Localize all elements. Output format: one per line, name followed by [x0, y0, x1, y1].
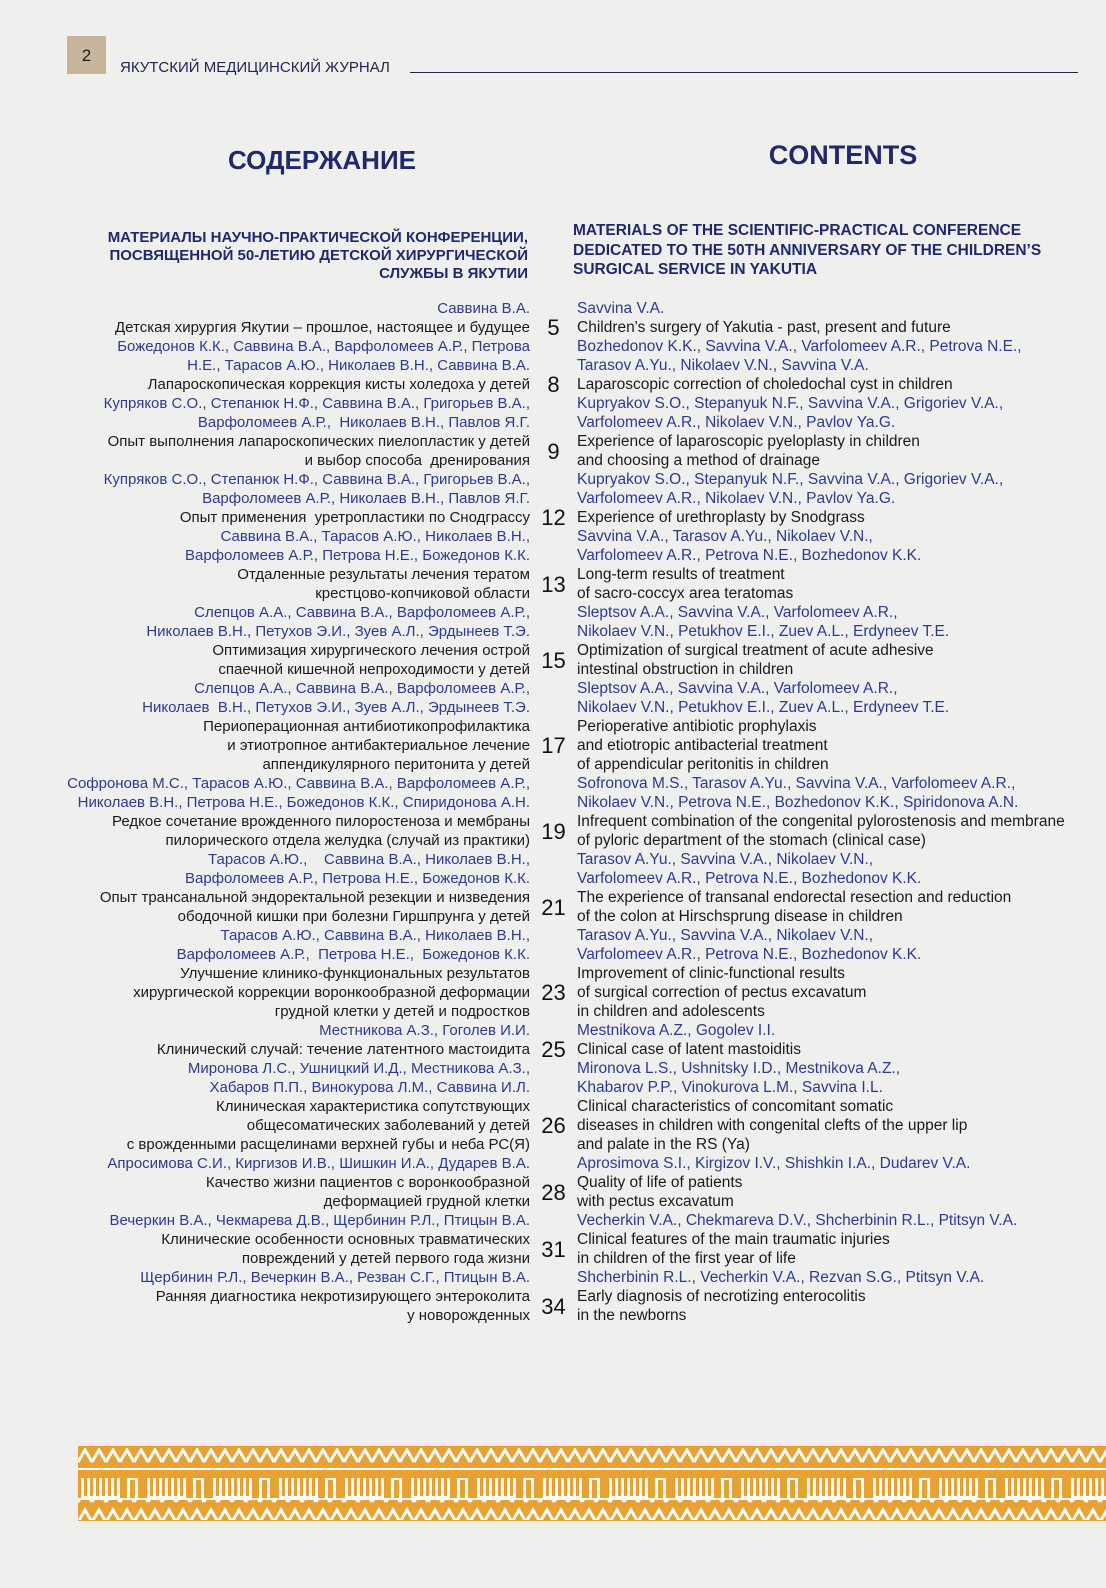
page-number: 5: [547, 315, 560, 340]
authors-ru: Щербинин Р.Л., Вечеркин В.А., Резван С.Г., Птицын В.А.: [140, 1269, 530, 1286]
title-en: Clinical features of the main traumatic injuries in children of the first year of life: [577, 1231, 890, 1267]
title-en: Children's surgery of Yakutia - past, present and future: [577, 319, 951, 336]
title-en: Experience of laparoscopic pyeloplasty in children and choosing a method of drainage: [577, 433, 920, 469]
title-en: Clinical characteristics of concomitant somatic diseases in children with congenital clefts of the upper lip and palate in the RS (Ya): [577, 1098, 968, 1153]
page-number: 15: [541, 647, 566, 673]
authors-ru: Миронова Л.С., Ушницкий И.Д., Местникова А.З., Хабаров П.П., Винокурова Л.М., Саввина И.Л.: [187, 1060, 530, 1096]
title-en: Infrequent combination of the congenital pylorostenosis and membrane of pyloric department of the stomach (clinical case): [577, 813, 1065, 849]
title-ru: Клинические особенности основных травматических повреждений у детей первого года жизни: [161, 1231, 530, 1267]
authors-ru: Купряков С.О., Степанюк Н.Ф., Саввина В.А., Григорьев В.А., Варфоломеев А.Р., Николаев В.Н., Павлов Я.Г.: [103, 471, 530, 507]
toc-entry: [0, 850, 1100, 926]
authors-en: Tarasov A.Yu., Savvina V.A., Nikolaev V.N., Varfolomeev A.R., Petrova N.E., Bozhedonov K.K.: [577, 851, 922, 887]
title-ru: Лапароскопическая коррекция кисты холедоха у детей: [147, 376, 530, 393]
page-number: 13: [541, 571, 566, 597]
page-number: 8: [547, 372, 560, 397]
authors-ru: Местникова А.З., Гоголев И.И.: [319, 1022, 530, 1039]
authors-en: Kupryakov S.O., Stepanyuk N.F., Savvina V.A., Grigoriev V.A., Varfolomeev A.R., Nikolaev V.N., Pavlov Ya.G.: [577, 471, 1004, 507]
contents-heading-ru: СОДЕРЖАНИЕ: [228, 145, 416, 175]
title-ru: Опыт применения уретропластики по Снодграссу: [179, 509, 530, 526]
authors-en: Vecherkin V.A., Chekmareva D.V., Shcherbinin R.L., Ptitsyn V.A.: [577, 1212, 1018, 1229]
ornament-bars: [78, 1470, 1106, 1498]
ornament-zigzag-top: [78, 1448, 1106, 1468]
authors-ru: Тарасов А.Ю., Саввина В.А., Николаев В.Н., Варфоломеев А.Р., Петрова Н.Е., Божедонов К.К.: [184, 851, 530, 887]
toc-entry: [0, 926, 1100, 1021]
toc-entry: [0, 1154, 1100, 1211]
toc-entry: [0, 299, 1100, 340]
toc-entry: [0, 394, 1100, 470]
title-ru: Отдаленные результаты лечения тератом крестцово-копчиковой области: [237, 566, 530, 602]
authors-ru: Слепцов А.А., Саввина В.А., Варфоломеев А.Р., Николаев В.Н., Петухов Э.И., Зуев А.Л., Эрдынеев Т.Э.: [146, 604, 530, 640]
authors-en: Sleptsov A.A., Savvina V.A., Varfolomeev A.R., Nikolaev V.N., Petukhov E.I., Zuev A.L., Erdyneev T.E.: [577, 604, 950, 640]
authors-en: Shcherbinin R.L., Vecherkin V.A., Rezvan S.G., Ptitsyn V.A.: [577, 1269, 985, 1286]
authors-en: Sofronova M.S., Tarasov A.Yu., Savvina V.A., Varfolomeev A.R., Nikolaev V.N., Petrova N.E., Bozhedonov K.K., Spiridonova A.N.: [577, 775, 1019, 811]
authors-en: Savvina V.A., Tarasov A.Yu., Nikolaev V.N., Varfolomeev A.R., Petrova N.E., Bozhedonov K.K.: [577, 528, 922, 564]
journal-title: ЯКУТСКИЙ МЕДИЦИНСКИЙ ЖУРНАЛ: [120, 59, 390, 76]
toc-entry: [0, 527, 1100, 603]
title-ru: Опыт трансанальной эндоректальной резекции и низведения ободочной кишки при болезни Гиршпрунга у детей: [99, 889, 530, 925]
page-number: 26: [541, 1113, 566, 1138]
title-en: The experience of transanal endorectal resection and reduction of the colon at Hirschsprung disease in children: [577, 889, 1012, 925]
title-ru: Детская хирургия Якутии – прошлое, настоящее и будущее: [115, 319, 530, 336]
toc-entry: [0, 679, 1100, 774]
ornament-zigzag-bottom: [78, 1500, 1106, 1520]
page-number: 12: [541, 505, 566, 530]
page-number: 17: [541, 733, 566, 758]
page-number-tab: [67, 36, 106, 74]
title-ru: Клиническая характеристика сопутствующих общесоматических заболеваний у детей с врожденными расщелинами верхней губы и неба РС(Я): [126, 1098, 530, 1153]
title-ru: Качество жизни пациентов с воронкообразной деформацией грудной клетки: [205, 1174, 530, 1210]
page-number-label: 2: [81, 45, 92, 65]
toc-entry: [0, 1059, 1100, 1154]
page-number: 31: [541, 1236, 566, 1262]
authors-ru: Софронова М.С., Тарасов А.Ю., Саввина В.А., Варфоломеев А.Р., Николаев В.Н., Петрова Н.Е., Божедонов К.К., Спиридонова А.Н.: [67, 775, 530, 811]
contents-heading-en: CONTENTS: [768, 140, 918, 170]
title-ru: Ранняя диагностика некротизирующего энтероколита у новорожденных: [155, 1288, 530, 1324]
title-en: Improvement of clinic-functional results of surgical correction of pectus excavatum in children and adolescents: [577, 965, 867, 1020]
title-ru: Периоперационная антибиотикопрофилактика и этиотропное антибактериальное лечение аппендикулярного перитонита у детей: [203, 718, 530, 773]
authors-en: Kupryakov S.O., Stepanyuk N.F., Savvina V.A., Grigoriev V.A., Varfolomeev A.R., Nikolaev V.N., Pavlov Ya.G.: [577, 395, 1004, 431]
authors-ru: Саввина В.А., Тарасов А.Ю., Николаев В.Н., Варфоломеев А.Р., Петрова Н.Е., Божедонов К.К.: [184, 528, 530, 564]
title-en: Laparoscopic correction of choledochal cyst in children: [577, 376, 953, 393]
page-number: 19: [541, 818, 566, 844]
title-en: Quality of life of patients with pectus excavatum: [577, 1174, 743, 1210]
page-number: 21: [541, 894, 566, 920]
toc-entry: [0, 337, 1100, 397]
toc-entry: [0, 1211, 1100, 1268]
header-rule: [410, 72, 1078, 73]
title-ru: Опыт выполнения лапароскопических пиелопластик у детей и выбор способа дренирования: [107, 433, 530, 469]
authors-ru: Тарасов А.Ю., Саввина В.А., Николаев В.Н., Варфоломеев А.Р., Петрова Н.Е., Божедонов К.К.: [176, 927, 530, 963]
title-en: Clinical case of latent mastoiditis: [577, 1041, 801, 1058]
title-en: Optimization of surgical treatment of acute adhesive intestinal obstruction in children: [577, 642, 934, 678]
authors-en: Sleptsov A.A., Savvina V.A., Varfolomeev A.R., Nikolaev V.N., Petukhov E.I., Zuev A.L., Erdyneev T.E.: [577, 680, 950, 716]
ornament-border: [78, 1446, 1106, 1521]
authors-en: Savvina V.A.: [577, 300, 665, 317]
authors-en: Tarasov A.Yu., Savvina V.A., Nikolaev V.N., Varfolomeev A.R., Petrova N.E., Bozhedonov K.K.: [577, 927, 922, 963]
authors-ru: Купряков С.О., Степанюк Н.Ф., Саввина В.А., Григорьев В.А., Варфоломеев А.Р., Николаев В.Н., Павлов Я.Г.: [103, 395, 530, 431]
authors-ru: Слепцов А.А., Саввина В.А., Варфоломеев А.Р., Николаев В.Н., Петухов Э.И., Зуев А.Л., Эрдынеев Т.Э.: [142, 680, 530, 716]
authors-ru: Саввина В.А.: [437, 300, 530, 317]
toc-entry: [0, 774, 1100, 850]
authors-ru: Божедонов К.К., Саввина В.А., Варфоломеев А.Р., Петрова Н.Е., Тарасов А.Ю., Николаев В.Н., Саввина В.А.: [117, 338, 530, 374]
page-number: 23: [541, 980, 566, 1005]
section-title-en: MATERIALS OF THE SCIENTIFIC-PRACTICAL CONFERENCE DEDICATED TO THE 50TH ANNIVERSARY OF THE CHILDREN’S SURGICAL SERVICE IN YAKUTIA: [573, 222, 1042, 278]
section-title-ru: МАТЕРИАЛЫ НАУЧНО-ПРАКТИЧЕСКОЙ КОНФЕРЕНЦИИ, ПОСВЯЩЕННОЙ 50-ЛЕТИЮ ДЕТСКОЙ ХИРУРГИЧЕСКОЙ СЛУЖБЫ В ЯКУТИИ: [107, 229, 528, 282]
authors-en: Aprosimova S.I., Kirgizov I.V., Shishkin I.A., Dudarev V.A.: [577, 1155, 971, 1172]
title-en: Experience of urethroplasty by Snodgrass: [577, 509, 865, 526]
title-ru: Улучшение клинико-функциональных результатов хирургической коррекции воронкообразной деформации грудной клетки у детей и подростков: [133, 965, 530, 1020]
page-number: 25: [541, 1037, 566, 1062]
authors-en: Mestnikova A.Z., Gogolev I.I.: [577, 1022, 776, 1039]
toc-list: [0, 299, 1100, 1325]
toc-entry: [0, 470, 1100, 530]
page-number: 34: [541, 1293, 566, 1319]
title-ru: Редкое сочетание врожденного пилоростеноза и мембраны пилорического отдела желудка (случай из практики): [112, 813, 530, 849]
toc-entry: [0, 1268, 1100, 1325]
page-number: 9: [547, 438, 560, 464]
authors-ru: Апросимова С.И., Киргизов И.В., Шишкин И.А., Дударев В.А.: [107, 1155, 530, 1172]
toc-entry: [0, 603, 1100, 679]
title-en: Perioperative antibiotic prophylaxis and etiotropic antibacterial treatment of appendicular peritonitis in children: [577, 718, 829, 773]
title-ru: Оптимизация хирургического лечения острой спаечной кишечной непроходимости у детей: [212, 642, 530, 678]
page-number: 28: [541, 1179, 566, 1205]
authors-en: Bozhedonov K.K., Savvina V.A., Varfolomeev A.R., Petrova N.E., Tarasov A.Yu., Nikolaev V.N., Savvina V.A.: [577, 338, 1022, 374]
title-en: Long-term results of treatment of sacro-coccyx area teratomas: [577, 566, 794, 602]
authors-ru: Вечеркин В.А., Чекмарева Д.В., Щербинин Р.Л., Птицын В.А.: [109, 1212, 530, 1229]
authors-en: Mironova L.S., Ushnitsky I.D., Mestnikova A.Z., Khabarov P.P., Vinokurova L.M., Savvina I.L.: [577, 1060, 901, 1096]
toc-entry: [0, 1021, 1100, 1062]
title-ru: Клинический случай: течение латентного мастоидита: [156, 1041, 530, 1058]
title-en: Early diagnosis of necrotizing enterocolitis in the newborns: [577, 1288, 866, 1324]
